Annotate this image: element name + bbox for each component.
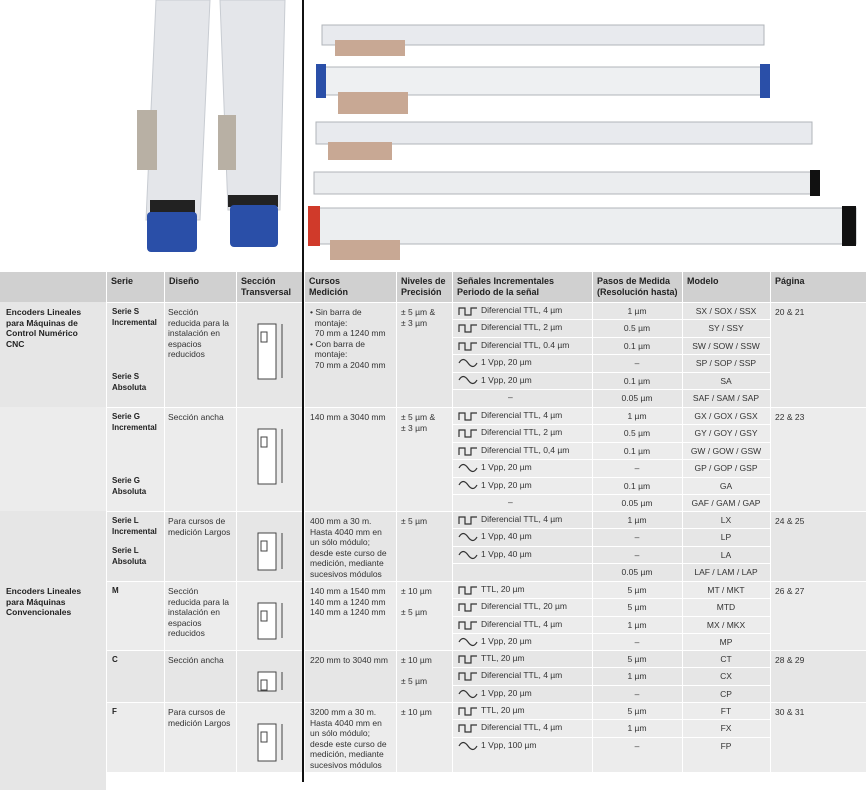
sine-signal-icon xyxy=(458,480,478,490)
niveles-text: ± 5 µm xyxy=(401,516,428,526)
signal-cell xyxy=(458,722,562,733)
signal-cell xyxy=(458,601,567,612)
signal-cell xyxy=(458,462,532,473)
signal-row-separator xyxy=(452,667,770,668)
signal-row-separator xyxy=(452,424,770,425)
modelo-cell: LP xyxy=(720,532,732,543)
column-divider xyxy=(236,272,237,782)
ttl-signal-icon xyxy=(458,723,478,733)
modelo-cell: CX xyxy=(720,671,732,682)
signal-row-separator xyxy=(452,511,770,512)
cursos-text: • Sin barra de montaje: 70 mm a 1240 mm • Con barra de montaje: 70 mm a 2040 mm xyxy=(310,307,386,370)
design-text: Para cursos de medición Largos xyxy=(168,516,231,537)
signal-text: 1 Vpp, 20 µm xyxy=(481,374,532,385)
design-text: Sección reducida para la instalación en espacios reducidos xyxy=(168,307,229,359)
sine-signal-icon xyxy=(458,532,478,542)
pasos-cell: 0.05 µm xyxy=(621,567,653,578)
signal-row-separator xyxy=(452,407,770,408)
signal-text: Diferencial TTL, 0.4 µm xyxy=(481,339,570,350)
pasos-cell: – xyxy=(634,532,640,543)
signal-row-separator xyxy=(452,319,770,320)
signal-cell xyxy=(458,531,532,542)
signal-cell xyxy=(458,653,525,664)
pasos-cell: 5 µm xyxy=(627,654,647,664)
signal-cell xyxy=(458,705,525,716)
product-photo-area xyxy=(0,0,866,272)
series-label: F xyxy=(112,707,117,716)
cursos-text: 140 mm a 3040 mm xyxy=(310,412,386,422)
ttl-signal-icon xyxy=(458,428,478,438)
modelo-cell: CT xyxy=(720,654,732,664)
header-label-senales: Señales Incrementales Periodo de la señal xyxy=(457,276,555,297)
modelo-cell: GAF / GAM / GAP xyxy=(691,498,761,508)
signal-cell xyxy=(458,619,562,630)
signal-cell xyxy=(458,427,562,438)
signal-cell xyxy=(458,340,569,351)
ttl-signal-icon xyxy=(458,706,478,716)
signal-row-separator xyxy=(452,633,770,634)
signal-text: TTL, 20 µm xyxy=(481,705,525,715)
signal-cell xyxy=(458,480,532,491)
section-sketch xyxy=(250,425,290,490)
pasos-cell: 1 µm xyxy=(627,411,647,421)
modelo-cell: MTD xyxy=(716,602,736,613)
signal-text: – xyxy=(508,497,513,507)
signal-cell xyxy=(458,514,562,525)
signal-row-separator xyxy=(452,546,770,547)
signal-text: Diferencial TTL, 4 µm xyxy=(481,618,563,629)
ttl-signal-icon xyxy=(458,446,478,456)
signal-text: Diferencial TTL, 0,4 µm xyxy=(481,444,570,455)
signal-text: 1 Vpp, 20 µm xyxy=(481,636,532,647)
signal-row-separator xyxy=(452,389,770,390)
modelo-cell: MX / MKX xyxy=(706,619,746,630)
pasos-cell: 0.5 µm xyxy=(623,323,651,334)
signal-text: – xyxy=(508,392,513,402)
signal-text: 1 Vpp, 40 µm xyxy=(481,548,532,559)
modelo-cell: SX / SOX / SSX xyxy=(695,306,757,316)
modelo-cell: SA xyxy=(720,375,732,386)
pasos-cell: – xyxy=(634,688,640,699)
header-label-diseno: Diseño xyxy=(169,276,200,286)
modelo-cell: SW / SOW / SSW xyxy=(692,340,760,351)
series-label: M xyxy=(112,586,119,595)
cross-section-drawing xyxy=(250,599,290,648)
series-label: C xyxy=(112,655,118,664)
column-divider xyxy=(164,272,165,782)
column-divider xyxy=(452,272,453,782)
pasos-cell: 5 µm xyxy=(627,706,647,716)
signal-text: 1 Vpp, 20 µm xyxy=(481,687,532,698)
pasos-cell: 1 µm xyxy=(627,723,647,734)
ttl-signal-icon xyxy=(458,411,478,421)
pasos-cell: 1 µm xyxy=(627,306,647,316)
column-divider xyxy=(106,272,107,782)
design-text: Para cursos de medición Largos xyxy=(168,707,231,728)
column-divider xyxy=(770,272,771,782)
sine-signal-icon xyxy=(458,550,478,560)
pasos-cell: 0.5 µm xyxy=(623,428,651,439)
signal-text: Diferencial TTL, 4 µm xyxy=(481,514,563,524)
ttl-signal-icon xyxy=(458,515,478,525)
signal-row-separator xyxy=(452,598,770,599)
signal-cell xyxy=(458,357,532,368)
niveles-text: ± 10 µm ± 5 µm xyxy=(401,655,432,686)
niveles-text: ± 10 µm ± 5 µm xyxy=(401,586,432,617)
signal-text: Diferencial TTL, 4 µm xyxy=(481,670,563,681)
signal-cell xyxy=(458,305,562,316)
pasos-cell: – xyxy=(634,740,640,751)
header-cursos xyxy=(304,272,396,302)
cursos-text: 3200 mm a 30 m. Hasta 4040 mm en un sólo módulo; desde este curso de medición, mediante sucesivos módulos xyxy=(310,707,387,770)
header-label-serie: Serie xyxy=(111,276,134,286)
signal-row-separator xyxy=(452,477,770,478)
signal-text: Diferencial TTL, 2 µm xyxy=(481,427,563,438)
signal-text: Diferencial TTL, 4 µm xyxy=(481,305,563,315)
niveles-text: ± 5 µm & ± 3 µm xyxy=(401,307,436,328)
column-divider xyxy=(682,272,683,782)
encoder-horizontal-photo xyxy=(308,25,856,260)
modelo-cell: LAF / LAM / LAP xyxy=(694,567,758,578)
cross-section-drawing xyxy=(250,720,290,770)
modelo-cell: SP / SOP / SSP xyxy=(695,358,757,369)
modelo-cell: GW / GOW / GSW xyxy=(690,445,762,456)
column-divider xyxy=(304,272,305,782)
ttl-signal-icon xyxy=(458,620,478,630)
sine-signal-icon xyxy=(458,689,478,699)
section-sketch xyxy=(250,599,290,643)
signal-cell xyxy=(458,549,532,560)
encoder-vertical-photo xyxy=(137,0,285,252)
cross-section-drawing xyxy=(250,668,290,700)
signal-text: TTL, 20 µm xyxy=(481,584,525,594)
signal-cell xyxy=(508,392,513,402)
pasos-cell: – xyxy=(634,463,640,474)
section-sketch xyxy=(250,529,290,574)
signal-row-separator xyxy=(452,494,770,495)
header-label-cursos: Cursos Medición xyxy=(309,276,349,297)
signal-cell xyxy=(458,688,532,699)
signal-cell xyxy=(458,636,532,647)
niveles-text: ± 5 µm & ± 3 µm xyxy=(401,412,436,433)
signal-row-separator xyxy=(452,581,770,582)
pasos-cell: 1 µm xyxy=(627,619,647,630)
column-divider xyxy=(592,272,593,782)
signal-row-separator xyxy=(452,685,770,686)
pasos-cell: 1 µm xyxy=(627,515,647,525)
signal-cell xyxy=(458,584,525,595)
design-text: Sección reducida para la instalación en espacios reducidos xyxy=(168,586,229,638)
signal-row-separator xyxy=(452,354,770,355)
modelo-cell: MT / MKT xyxy=(707,585,745,595)
modelo-cell: MP xyxy=(719,637,733,648)
cursos-text: 140 mm a 1540 mm 140 mm a 1240 mm 140 mm a 1240 mm xyxy=(310,586,386,617)
section-sketch xyxy=(250,720,290,765)
cross-section-drawing xyxy=(250,529,290,579)
modelo-cell: SAF / SAM / SAP xyxy=(692,393,760,403)
design-text: Sección ancha xyxy=(168,655,224,665)
modelo-cell: GX / GOX / GSX xyxy=(694,411,758,421)
ttl-signal-icon xyxy=(458,585,478,595)
signal-row-separator xyxy=(452,337,770,338)
pagina-text: 26 & 27 xyxy=(775,586,805,596)
pagina-text: 20 & 21 xyxy=(775,307,805,317)
pasos-cell: 0.1 µm xyxy=(623,480,651,491)
signal-text: Diferencial TTL, 4 µm xyxy=(481,722,563,733)
pasos-cell: – xyxy=(634,637,640,648)
signal-text: Diferencial TTL, 20 µm xyxy=(481,601,567,612)
section-sketch xyxy=(250,320,290,385)
pasos-cell: 0.1 µm xyxy=(623,375,651,386)
pasos-cell: 1 µm xyxy=(627,671,647,682)
pasos-cell: 5 µm xyxy=(627,585,647,595)
signal-cell xyxy=(458,670,562,681)
signal-cell xyxy=(508,497,513,507)
ttl-signal-icon xyxy=(458,654,478,664)
signal-row-separator xyxy=(452,719,770,720)
header-senales xyxy=(452,272,592,302)
signal-cell xyxy=(458,410,562,421)
niveles-text: ± 10 µm xyxy=(401,707,432,717)
pagina-text: 24 & 25 xyxy=(775,516,805,526)
signal-cell xyxy=(458,445,569,456)
signal-row-separator xyxy=(452,459,770,460)
signal-cell xyxy=(458,375,532,386)
header-label-modelo: Modelo xyxy=(687,276,719,286)
section-sketch xyxy=(250,668,290,695)
signal-text: TTL, 20 µm xyxy=(481,653,525,663)
modelo-cell: GP / GOP / GSP xyxy=(694,463,758,474)
signal-row-separator xyxy=(452,650,770,651)
series-label: Serie G Incremental xyxy=(112,412,157,432)
signal-cell xyxy=(458,322,562,333)
encoder-table xyxy=(0,272,866,782)
sine-signal-icon xyxy=(458,741,478,751)
pagina-text: 30 & 31 xyxy=(775,707,805,717)
vertical-divider xyxy=(302,0,304,782)
encoder-photos xyxy=(0,0,866,272)
header-niveles xyxy=(396,272,452,302)
pasos-cell: – xyxy=(634,549,640,560)
modelo-cell: FP xyxy=(720,740,732,751)
pasos-cell: 0.05 µm xyxy=(621,393,653,403)
header-label-niveles: Niveles de Precisión xyxy=(401,276,446,297)
header-pasos xyxy=(592,272,682,302)
pagina-text: 22 & 23 xyxy=(775,412,805,422)
category-label: Encoders Lineales para Máquinas de Control Numérico CNC xyxy=(6,307,82,349)
signal-cell xyxy=(458,740,536,751)
modelo-cell: LA xyxy=(720,549,732,560)
header-diseno xyxy=(164,272,236,302)
signal-text: Diferencial TTL, 2 µm xyxy=(481,322,563,333)
series-label: Serie G Absoluta xyxy=(112,476,147,496)
cross-section-drawing xyxy=(250,320,290,390)
design-text: Sección ancha xyxy=(168,412,224,422)
pasos-cell: 0.1 µm xyxy=(623,340,651,351)
ttl-signal-icon xyxy=(458,341,478,351)
modelo-cell: FX xyxy=(720,723,732,734)
signal-text: 1 Vpp, 20 µm xyxy=(481,357,532,368)
cursos-text: 400 mm a 30 m. Hasta 4040 mm en un sólo módulo; desde este curso de medición, mediante sucesivos módulos xyxy=(310,516,387,579)
signal-row-separator xyxy=(452,702,770,703)
modelo-cell: CP xyxy=(720,688,732,699)
signal-row-separator xyxy=(452,737,770,738)
ttl-signal-icon xyxy=(458,602,478,612)
modelo-cell: FT xyxy=(720,706,732,716)
series-label: Serie S Incremental xyxy=(112,307,157,327)
sine-signal-icon xyxy=(458,375,478,385)
signal-row-separator xyxy=(452,372,770,373)
header-label-pasos: Pasos de Medida (Resolución hasta) xyxy=(597,276,678,297)
cursos-text: 220 mm to 3040 mm xyxy=(310,655,388,665)
series-label: Serie S Absoluta xyxy=(112,372,147,392)
pasos-cell: – xyxy=(634,358,640,369)
header-modelo xyxy=(682,272,770,302)
signal-text: Diferencial TTL, 4 µm xyxy=(481,410,563,420)
header-label-seccion: Sección Transversal xyxy=(241,276,292,297)
series-label: Serie L Absoluta xyxy=(112,546,147,566)
column-divider xyxy=(396,272,397,782)
category-label: Encoders Lineales para Máquinas Convencionales xyxy=(6,586,82,617)
modelo-cell: GA xyxy=(719,480,733,491)
header-serie xyxy=(106,272,164,302)
ttl-signal-icon xyxy=(458,306,478,316)
signal-row-separator xyxy=(452,302,770,303)
ttl-signal-icon xyxy=(458,671,478,681)
modelo-cell: LX xyxy=(720,515,732,525)
signal-text: 1 Vpp, 100 µm xyxy=(481,739,537,750)
modelo-cell: SY / SSY xyxy=(708,323,744,334)
pagina-text: 28 & 29 xyxy=(775,655,805,665)
header-pagina xyxy=(770,272,866,302)
signal-row-separator xyxy=(452,616,770,617)
cross-section-drawing xyxy=(250,425,290,495)
signal-row-separator xyxy=(452,528,770,529)
pasos-cell: 5 µm xyxy=(627,602,647,613)
sine-signal-icon xyxy=(458,637,478,647)
signal-text: 1 Vpp, 20 µm xyxy=(481,462,532,473)
pasos-cell: 0.05 µm xyxy=(621,498,653,508)
modelo-cell: GY / GOY / GSY xyxy=(694,428,758,439)
sine-signal-icon xyxy=(458,358,478,368)
pasos-cell: 0.1 µm xyxy=(623,445,651,456)
sine-signal-icon xyxy=(458,463,478,473)
series-label: Serie L Incremental xyxy=(112,516,157,536)
header-seccion xyxy=(236,272,304,302)
signal-text: 1 Vpp, 20 µm xyxy=(481,479,532,490)
signal-row-separator xyxy=(452,442,770,443)
signal-row-separator xyxy=(452,563,770,564)
header-label-pagina: Página xyxy=(775,276,805,286)
ttl-signal-icon xyxy=(458,323,478,333)
signal-text: 1 Vpp, 40 µm xyxy=(481,531,532,542)
